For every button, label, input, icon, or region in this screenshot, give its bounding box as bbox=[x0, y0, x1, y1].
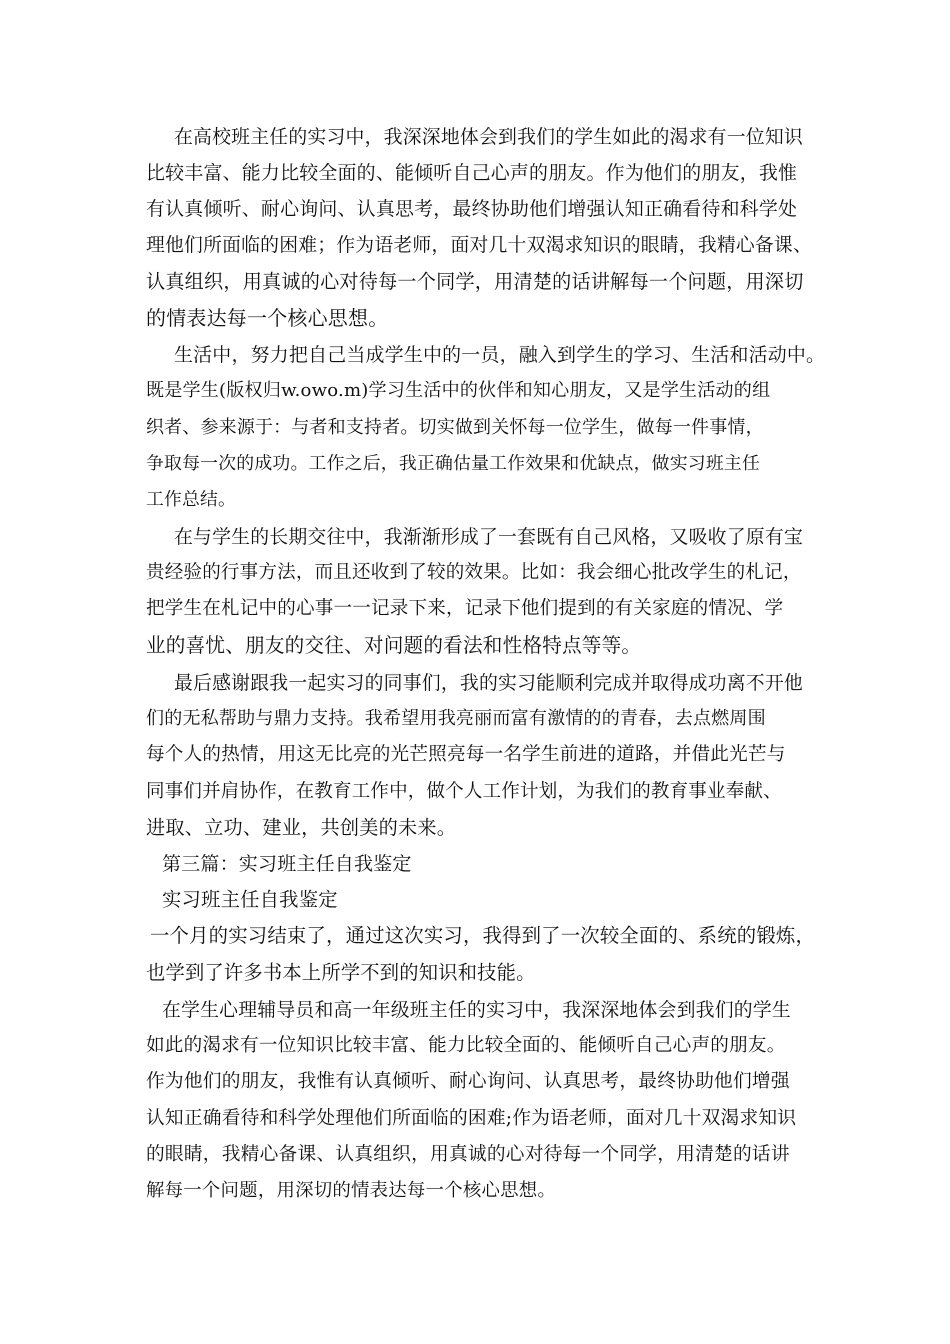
paragraph-line: 进取、立功、建业，共创美的未来。 bbox=[146, 816, 457, 839]
paragraph-line: 工作总结。 bbox=[146, 489, 236, 510]
paragraph-line: 在与学生的长期交往中，我渐渐形成了一套既有自己风格，又吸收了原有宝 bbox=[174, 526, 803, 548]
paragraph-line: 织者、参来源于：与者和支持者。切实做到关怀每一位学生，做每一件事情， bbox=[146, 417, 764, 438]
section-heading: 实习班主任自我鉴定 bbox=[162, 888, 338, 911]
paragraph-line: 也学到了许多书本上所学不到的知识和技能。 bbox=[146, 961, 536, 984]
paragraph-line: 认知正确看待和科学处理他们所面临的困难;作为语老师，面对几十双渴求知识 bbox=[146, 1108, 797, 1129]
section-heading: 第三篇：实习班主任自我鉴定 bbox=[162, 853, 412, 875]
paragraph-line: 贵经验的行事方法，而且还收到了较的效果。比如：我会细心批改学生的札记， bbox=[146, 562, 802, 583]
paragraph-line: 的情表达每一个核心思想。 bbox=[146, 306, 389, 330]
paragraph-line: 认真组织，用真诚的心对待每一个同学，用清楚的话讲解每一个问题，用深切 bbox=[146, 270, 804, 293]
paragraph-line: 的眼睛，我精心备课、认真组织，用真诚的心对待每一个同学，用清楚的话讲 bbox=[146, 1144, 790, 1165]
paragraph-line: 比较丰富、能力比较全面的、能倾听自己心声的朋友。作为他们的朋友，我惟 bbox=[146, 162, 798, 184]
paragraph-line: 生活中，努力把自己当成学生中的一员，融入到学生的学习、生活和活动中。 bbox=[174, 344, 826, 366]
paragraph-line: 最后感谢跟我一起实习的同事们，我的实习能顺利完成并取得成功离不开他 bbox=[174, 672, 803, 694]
paragraph-line: 如此的渴求有一位知识比较丰富、能力比较全面的、能倾听自己心声的朋友。 bbox=[146, 1035, 786, 1056]
paragraph-line: 们的无私帮助与鼎力支持。我希望用我亮丽而富有激情的的青春，去点燃周围 bbox=[146, 708, 766, 729]
paragraph-line: 理他们所面临的困难；作为语老师，面对几十双渴求知识的眼睛，我精心备课、 bbox=[146, 235, 812, 256]
paragraph-line: 一个月的实习结束了，通过这次实习，我得到了一次较全面的、系统的锻炼， bbox=[150, 924, 816, 947]
paragraph-line: 有认真倾听、耐心询问、认真思考，最终协助他们增强认知正确看待和科学处 bbox=[146, 198, 798, 220]
paragraph-line: 作为他们的朋友，我惟有认真倾听、耐心询问、认真思考，最终协助他们增强 bbox=[146, 1071, 790, 1092]
paragraph-line: 在高校班主任的实习中，我深深地体会到我们的学生如此的渴求有一位知识 bbox=[174, 126, 803, 148]
paragraph-line: 同事们并肩协作，在教育工作中，做个人工作计划，为我们的教育事业奉献、 bbox=[146, 781, 782, 802]
paragraph-line: 既是学生(版权归w.owo.m)学习生活中的伙伴和知心朋友，又是学生活动的组 bbox=[146, 380, 771, 401]
paragraph-line: 解每一个问题，用深切的情表达每一个核心思想。 bbox=[146, 1180, 557, 1201]
paragraph-line: 争取每一次的成功。工作之后，我正确估量工作效果和优缺点，做实习班主任 bbox=[146, 453, 761, 474]
paragraph-line: 把学生在札记中的心事一一记录下来，记录下他们提到的有关家庭的情况、学 bbox=[146, 598, 784, 619]
paragraph-line: 每个人的热情，用这无比亮的光芒照亮每一名学生前进的道路，并借此光芒与 bbox=[146, 744, 786, 765]
paragraph-line: 业的喜忧、朋友的交往、对问题的看法和性格特点等等。 bbox=[146, 634, 642, 657]
paragraph-line: 在学生心理辅导员和高一年级班主任的实习中，我深深地体会到我们的学生 bbox=[162, 999, 791, 1021]
